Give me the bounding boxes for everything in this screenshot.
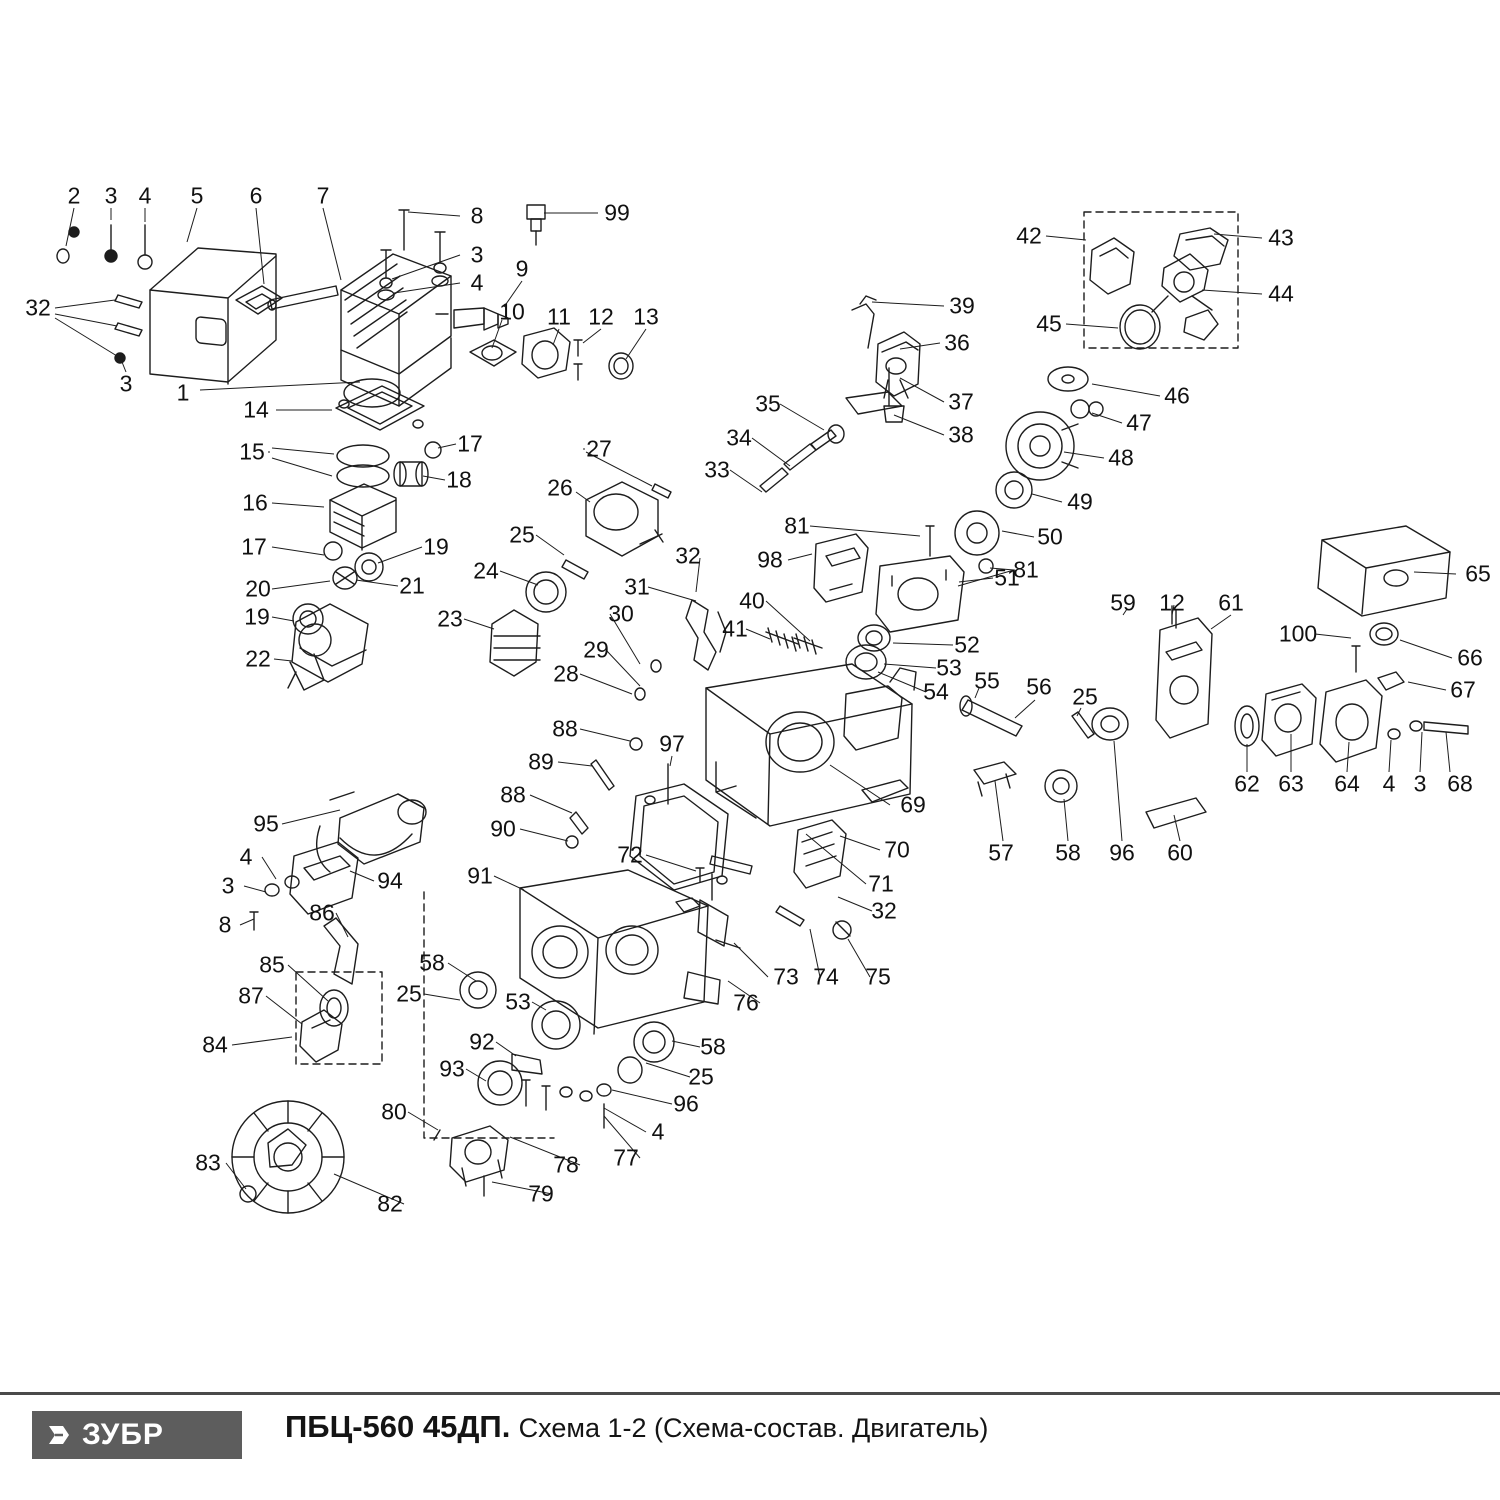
callout-number: 90 — [490, 815, 516, 842]
callout-number: 15 — [239, 438, 265, 465]
callout-number: 66 — [1457, 644, 1483, 671]
callout-number: 55 — [974, 667, 1000, 694]
callout-number: 68 — [1447, 770, 1473, 797]
callout-number: 4 — [1382, 770, 1396, 797]
callout-number: 3 — [221, 872, 235, 899]
callout-number: 73 — [773, 963, 799, 990]
diagram-caption — [285, 1409, 988, 1445]
footer — [0, 1395, 1500, 1500]
callout-number: 79 — [528, 1180, 554, 1207]
callout-number: 80 — [381, 1098, 407, 1125]
callout-number: 75 — [865, 963, 891, 990]
callout-number: 39 — [949, 292, 975, 319]
callout-number: 64 — [1334, 770, 1360, 797]
callout-number: 4 — [651, 1118, 665, 1145]
callout-number: 9 — [515, 255, 529, 282]
brand-logo — [32, 1411, 242, 1459]
callout-number: 23 — [437, 605, 463, 632]
callout-number: 4 — [239, 843, 253, 870]
callout-number: 33 — [704, 456, 730, 483]
callout-number: 32 — [871, 897, 897, 924]
callout-number: 91 — [467, 862, 493, 889]
callout-number: 25 — [396, 980, 422, 1007]
callout-number: 25 — [688, 1063, 714, 1090]
callout-number: 7 — [316, 182, 330, 209]
callout-number: 62 — [1234, 770, 1260, 797]
callout-number: 82 — [377, 1190, 403, 1217]
callout-number: 67 — [1450, 676, 1476, 703]
callout-number: 53 — [936, 654, 962, 681]
callout-number: 19 — [244, 603, 270, 630]
callout-number: 8 — [218, 911, 232, 938]
callout-number: 49 — [1067, 488, 1093, 515]
callout-number: 94 — [377, 867, 403, 894]
callout-number: 25 — [509, 521, 535, 548]
callout-number: 13 — [633, 303, 659, 330]
callout-number: 17 — [457, 430, 483, 457]
callout-number: 3 — [119, 370, 133, 397]
callout-number: 86 — [309, 899, 335, 926]
callout-number: 35 — [755, 390, 781, 417]
callout-number: 88 — [552, 715, 578, 742]
callout-number: 56 — [1026, 673, 1052, 700]
callout-number: 1 — [176, 379, 190, 406]
callout-number: 16 — [242, 489, 268, 516]
callout-number: 44 — [1268, 280, 1294, 307]
callout-number: 97 — [659, 730, 685, 757]
callout-number: 3 — [470, 241, 484, 268]
callout-number: 93 — [439, 1055, 465, 1082]
callout-number: 57 — [988, 839, 1014, 866]
callout-number: 59 — [1110, 589, 1136, 616]
callout-number: 58 — [419, 949, 445, 976]
callout-number: 14 — [243, 396, 269, 423]
callout-number: 89 — [528, 748, 554, 775]
callout-number: 24 — [473, 557, 499, 584]
callout-number: 29 — [583, 636, 609, 663]
callout-number: 37 — [948, 388, 974, 415]
callout-number: 100 — [1278, 620, 1318, 647]
callout-number: 32 — [25, 294, 51, 321]
callout-number: 41 — [722, 615, 748, 642]
callout-number: 83 — [195, 1149, 221, 1176]
callout-number: 4 — [138, 182, 152, 209]
scheme-label: Схема 1-2 (Схема-состав. Двигатель) — [518, 1413, 989, 1443]
callout-number: 96 — [673, 1090, 699, 1117]
callout-number: 45 — [1036, 310, 1062, 337]
callout-number: 18 — [446, 466, 472, 493]
callout-number: 12 — [588, 303, 614, 330]
callout-number: 76 — [733, 989, 759, 1016]
callout-number: 92 — [469, 1028, 495, 1055]
callout-number: 71 — [868, 870, 894, 897]
callout-number: 28 — [553, 660, 579, 687]
callout-number: 3 — [1413, 770, 1427, 797]
callout-number: 25 — [1072, 683, 1098, 710]
callout-number: 69 — [900, 791, 926, 818]
callout-number: 70 — [884, 836, 910, 863]
callout-number: 78 — [553, 1151, 579, 1178]
callout-number: 34 — [726, 424, 752, 451]
callout-number: 8 — [470, 202, 484, 229]
callout-number: 60 — [1167, 839, 1193, 866]
callout-number: 47 — [1126, 409, 1152, 436]
callout-number: 65 — [1465, 560, 1491, 587]
callout-number: 2 — [67, 182, 81, 209]
callout-number: 30 — [608, 600, 634, 627]
brand-name: ЗУБР — [82, 1418, 164, 1451]
callout-number: 52 — [954, 631, 980, 658]
callout-number: 51 — [994, 564, 1020, 591]
callout-number: 22 — [245, 645, 271, 672]
callout-number: 27 — [586, 435, 612, 462]
callout-number: 17 — [241, 533, 267, 560]
callout-number: 58 — [700, 1033, 726, 1060]
callout-number: 84 — [202, 1031, 228, 1058]
callout-number: 6 — [249, 182, 263, 209]
callout-number: 40 — [739, 587, 765, 614]
model-code: ПБЦ-560 45ДП. — [285, 1409, 511, 1444]
callout-number: 38 — [948, 421, 974, 448]
callout-number: 32 — [675, 542, 701, 569]
callout-number: 88 — [500, 781, 526, 808]
callout-number: 96 — [1109, 839, 1135, 866]
callout-number: 61 — [1218, 589, 1244, 616]
callout-number: 31 — [624, 573, 650, 600]
callout-number: 46 — [1164, 382, 1190, 409]
callout-number: 21 — [399, 572, 425, 599]
callout-number: 3 — [104, 182, 118, 209]
callout-number: 74 — [813, 963, 839, 990]
callout-number: 4 — [470, 269, 484, 296]
callout-number: 81 — [1013, 556, 1039, 583]
callout-number: 54 — [923, 678, 949, 705]
callout-number: 81 — [784, 512, 810, 539]
callout-number: 50 — [1037, 523, 1063, 550]
callout-number: 42 — [1016, 222, 1042, 249]
callout-number: 20 — [245, 575, 271, 602]
callout-number: 95 — [253, 810, 279, 837]
callout-number: 72 — [617, 841, 643, 868]
callout-number: 10 — [499, 298, 525, 325]
callout-number: 99 — [604, 199, 630, 226]
callout-number: 5 — [190, 182, 204, 209]
callout-number: 58 — [1055, 839, 1081, 866]
callout-number: 77 — [613, 1144, 639, 1171]
callout-number: 26 — [547, 474, 573, 501]
callout-number: 19 — [423, 533, 449, 560]
callout-number: 48 — [1108, 444, 1134, 471]
callout-number: 36 — [944, 329, 970, 356]
callout-number: 11 — [547, 303, 571, 330]
callout-number: 43 — [1268, 224, 1294, 251]
callout-number: 63 — [1278, 770, 1304, 797]
callout-number: 12 — [1159, 589, 1185, 616]
callout-number: 85 — [259, 951, 285, 978]
arrow-logo-icon — [46, 1422, 72, 1448]
callout-number: 87 — [238, 982, 264, 1009]
callout-number: 98 — [757, 546, 783, 573]
callout-number: 53 — [505, 988, 531, 1015]
